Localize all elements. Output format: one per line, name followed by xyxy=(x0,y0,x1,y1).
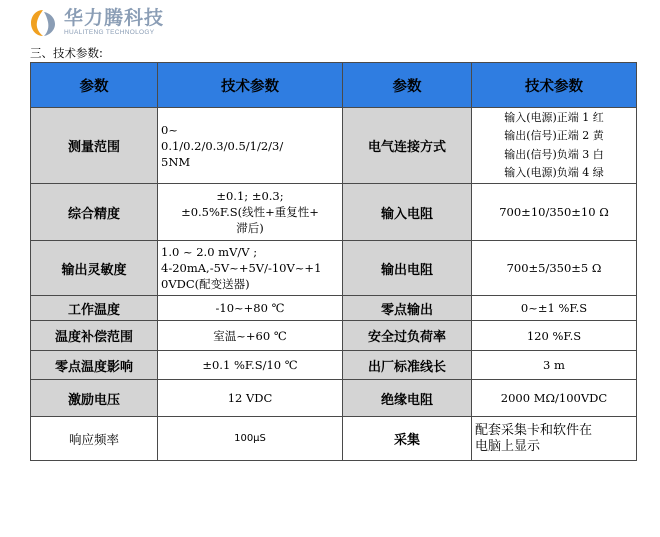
table-row xyxy=(31,321,637,351)
param-label: 测量范围 xyxy=(31,108,158,184)
param-label: 工作温度 xyxy=(31,296,158,321)
company-logo xyxy=(28,6,164,40)
param-value: 120 %F.S xyxy=(472,321,637,351)
param-value: 室温~+60 ℃ xyxy=(158,321,343,351)
param-label: 输出灵敏度 xyxy=(31,241,158,296)
header-param-2: 参数 xyxy=(343,63,472,108)
section-title: 三、技术参数: xyxy=(30,46,103,60)
header-spec-1: 技术参数 xyxy=(158,63,343,108)
param-value: ±0.1; ±0.3; ±0.5%F.S(线性+重复性+ 滞后) xyxy=(158,184,343,241)
param-label: 安全过负荷率 xyxy=(343,321,472,351)
param-value: 700±10/350±10 Ω xyxy=(472,184,637,241)
param-value: -10~+80 ℃ xyxy=(158,296,343,321)
param-value: 12 VDC xyxy=(158,380,343,417)
table-header-row xyxy=(31,63,637,108)
table-row xyxy=(31,241,637,296)
param-value: 3 m xyxy=(472,351,637,380)
company-name-en: HUALITENG TECHNOLOGY xyxy=(64,29,155,37)
param-label: 电气连接方式 xyxy=(343,108,472,184)
param-label: 零点输出 xyxy=(343,296,472,321)
param-label: 输入电阻 xyxy=(343,184,472,241)
param-label: 综合精度 xyxy=(31,184,158,241)
param-label: 温度补偿范围 xyxy=(31,321,158,351)
param-value: 配套采集卡和软件在 电脑上显示 xyxy=(472,417,637,461)
param-label: 绝缘电阻 xyxy=(343,380,472,417)
param-value: 700±5/350±5 Ω xyxy=(472,241,637,296)
param-label: 出厂标准线长 xyxy=(343,351,472,380)
company-name-cn: 华力腾科技 xyxy=(64,7,165,30)
param-label: 输出电阻 xyxy=(343,241,472,296)
spec-table xyxy=(30,62,637,461)
param-label: 采集 xyxy=(343,417,472,461)
param-value: 输入(电源)正端 1 红 输出(信号)正端 2 黄 输出(信号)负端 3 白 输入(电源)负端 4 绿 xyxy=(472,108,637,184)
param-value: 1.0 ~ 2.0 mV/V ; 4-20mA,-5V~+5V/-10V~+1 0VDC(配变送器) xyxy=(158,241,343,296)
param-value: 2000 MΩ/100VDC xyxy=(472,380,637,417)
param-label: 激励电压 xyxy=(31,380,158,417)
table-row xyxy=(31,108,637,184)
param-label: 响应频率 xyxy=(31,417,158,461)
table-row xyxy=(31,296,637,321)
table-row xyxy=(31,351,637,380)
table-row xyxy=(31,417,637,461)
param-value: 0~ 0.1/0.2/0.3/0.5/1/2/3/ 5NM xyxy=(158,108,343,184)
param-value: ±0.1 %F.S/10 ℃ xyxy=(158,351,343,380)
header-param-1: 参数 xyxy=(31,63,158,108)
table-row xyxy=(31,380,637,417)
table-row xyxy=(31,184,637,241)
param-value: 0~±1 %F.S xyxy=(472,296,637,321)
header-spec-2: 技术参数 xyxy=(472,63,637,108)
param-value: 100μS xyxy=(158,417,343,461)
company-logo-icon xyxy=(28,8,58,38)
param-label: 零点温度影响 xyxy=(31,351,158,380)
